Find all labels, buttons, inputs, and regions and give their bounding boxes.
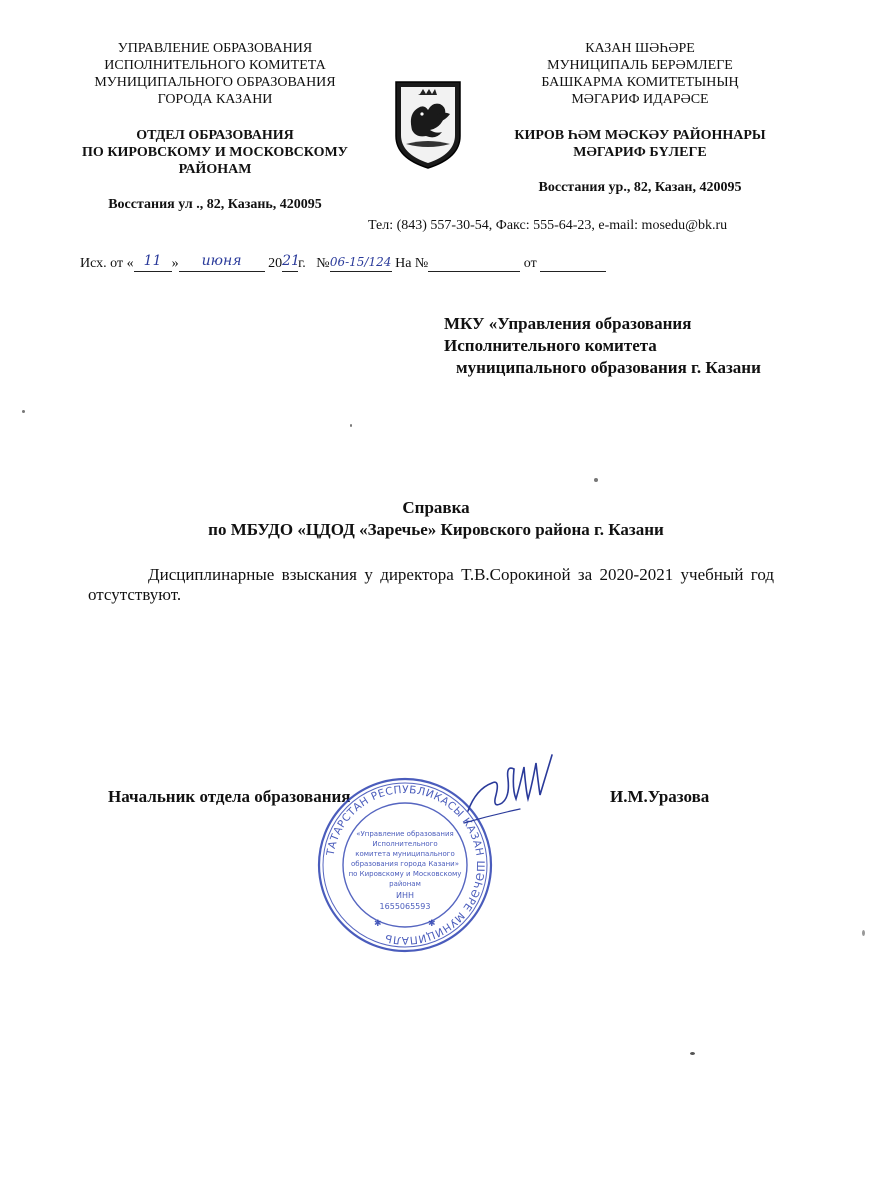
svg-text:«Управление образования: «Управление образования [356, 830, 454, 838]
scan-speck [350, 424, 352, 427]
recipient-line: МКУ «Управления образования [444, 314, 692, 333]
from-date-field [540, 255, 606, 272]
recipient-line: муниципального образования г. Казани [456, 358, 761, 377]
from-label: от [523, 256, 537, 271]
outgoing-month: июня [201, 253, 242, 269]
title-line: Справка [402, 498, 470, 517]
svg-text:образования города Казани»: образования города Казани» [350, 860, 460, 868]
svg-text:✱: ✱ [374, 918, 382, 928]
outgoing-day: 11 [143, 253, 162, 269]
outgoing-year-unit: г. [298, 256, 306, 271]
header-left-dept: ПО КИРОВСКОМУ И МОСКОВСКОМУ [82, 145, 348, 160]
header-right-line: МӘГАРИФ ИДАРӘСЕ [571, 92, 709, 107]
header-left [60, 40, 370, 213]
header-right [480, 40, 800, 196]
scan-speck [22, 410, 25, 413]
outgoing-year-field [282, 255, 298, 272]
outgoing-number-label: № [316, 256, 330, 271]
contacts-line: Тел: (843) 557-30-54, Факс: 555-64-23, e-mail: mosedu@bk.ru [368, 218, 728, 233]
outgoing-year-suffix: 21 [282, 253, 300, 269]
svg-text:комитета муниципального: комитета муниципального [355, 850, 455, 858]
kazan-coat-of-arms-icon [392, 78, 464, 170]
in-reply-label: На № [395, 256, 429, 271]
header-right-line: КАЗАН ШӘҺӘРЕ [585, 41, 695, 56]
header-left-dept: ОТДЕЛ ОБРАЗОВАНИЯ [136, 128, 294, 143]
outgoing-number: 06-15/124 [329, 255, 392, 269]
svg-text:Исполнительного: Исполнительного [372, 840, 438, 848]
svg-text:✱: ✱ [428, 918, 436, 928]
header-left-line: ИСПОЛНИТЕЛЬНОГО КОМИТЕТА [104, 58, 326, 73]
outgoing-quote-close: » [171, 256, 179, 271]
svg-text:ИНН: ИНН [395, 891, 415, 900]
body-paragraph: Дисциплинарные взыскания у директора Т.В.Сорокиной за 2020-2021 учебный год отсутствуют. [88, 565, 774, 604]
svg-text:1655065593: 1655065593 [379, 902, 431, 911]
header-right-line: БАШКАРМА КОМИТЕТЫНЫҢ [541, 75, 739, 90]
svg-text:районам: районам [389, 880, 421, 888]
in-reply-field [428, 255, 520, 272]
header-left-line: ГОРОДА КАЗАНИ [157, 92, 273, 107]
header-right-dept: МӘГАРИФ БҮЛЕГЕ [573, 145, 707, 160]
handwritten-signature [462, 745, 572, 835]
signer-name: И.М.Уразова [610, 787, 710, 806]
recipient-block [444, 313, 844, 379]
recipient-line: Исполнительного комитета [444, 336, 657, 355]
header-left-line: УПРАВЛЕНИЕ ОБРАЗОВАНИЯ [117, 41, 313, 56]
outgoing-number-field [330, 255, 392, 272]
header-right-line: МУНИЦИПАЛЬ БЕРӘМЛЕГЕ [547, 58, 733, 73]
header-left-address: Восстания ул ., 82, Казань, 420095 [108, 197, 322, 212]
header-left-dept: РАЙОНАМ [178, 162, 252, 177]
title-line: по МБУДО «ЦДОД «Заречье» Кировского района г. Казани [208, 520, 664, 539]
signer-position: Начальник отдела образования [108, 787, 351, 806]
header-right-address: Восстания ур., 82, Казан, 420095 [538, 180, 742, 195]
outgoing-year-prefix: 20 [268, 256, 283, 271]
header-left-line: МУНИЦИПАЛЬНОГО ОБРАЗОВАНИЯ [94, 75, 336, 90]
svg-text:ТАТАРСТАН РЕСПУБЛИКАСЫ КАЗАН Ш: ТАТАРСТАН РЕСПУБЛИКАСЫ КАЗАН ШӘҺӘРЕ МУНИЦИПАЛЬ [324, 783, 487, 947]
outgoing-number-line [80, 255, 606, 272]
outgoing-prefix: Исх. от « [80, 256, 134, 271]
header-right-dept: КИРОВ ҺӘМ МӘСКӘУ РАЙОННАРЫ [514, 128, 766, 143]
scan-speck [690, 1052, 695, 1055]
svg-text:по Кировскому и Московскому: по Кировскому и Московскому [348, 870, 462, 878]
scan-speck [594, 478, 598, 482]
scan-speck [862, 930, 865, 936]
outgoing-day-field [134, 255, 172, 272]
outgoing-month-field [179, 255, 265, 272]
document-title [0, 497, 872, 541]
